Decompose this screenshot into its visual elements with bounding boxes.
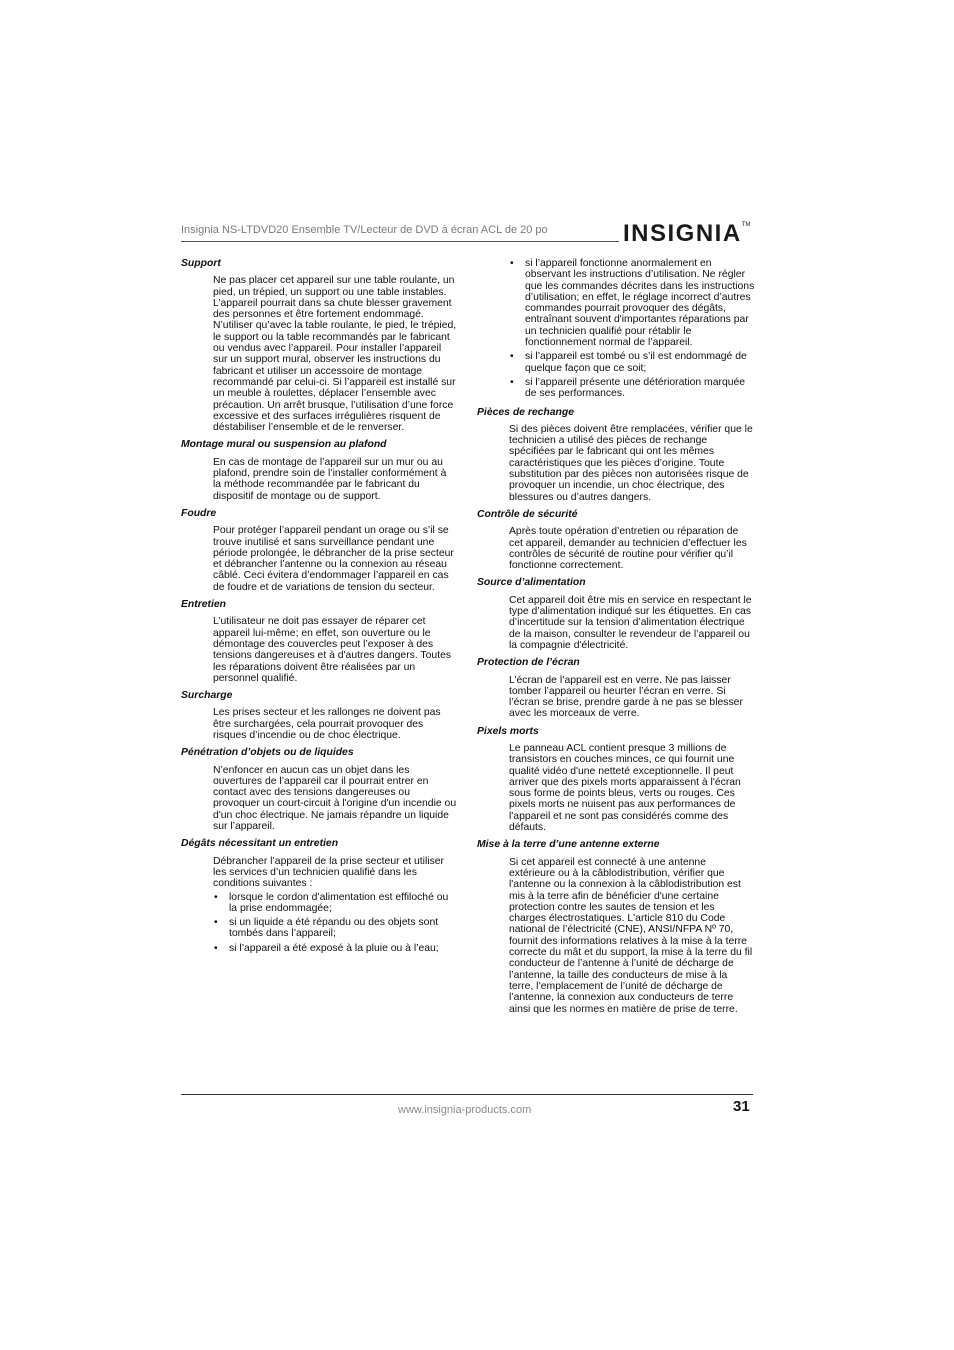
left-column	[181, 258, 461, 960]
section-heading-antenna-grounding: Mise à la terre d’une antenne externe	[477, 839, 660, 851]
header-divider	[181, 241, 619, 242]
list-item: • si l’appareil a été exposé à la pluie ou à l’eau;	[213, 943, 459, 954]
section-heading-wall-mount: Montage mural ou suspension au plafond	[181, 439, 387, 451]
page-number: 31	[733, 1098, 750, 1115]
section-heading-object-entry: Pénétration d’objets ou de liquides	[181, 747, 354, 759]
section-heading-support: Support	[181, 258, 221, 269]
logo-trademark: TM	[741, 222, 751, 228]
list-item: • si un liquide a été répandu ou des objets sont tombés dans l’appareil;	[213, 917, 459, 940]
footer-divider	[181, 1094, 753, 1095]
section-heading-overload: Surcharge	[181, 690, 233, 702]
insignia-logo	[623, 220, 750, 248]
damage-conditions-list	[213, 892, 459, 954]
section-text-power-source: Cet appareil doit être mis en service en respectant le type d’alimentation indiqué sur les étiquettes. En cas d’incertitude sur la tension d’alimentation électrique de la maison, consulter le revendeur de l’appareil ou la compagnie d'électricité.	[509, 594, 752, 651]
section-heading-screen-protection: Protection de l’écran	[477, 657, 580, 669]
section-text-safety-check: Après toute opération d’entretien ou réparation de cet appareil, demander au technicien d’effectuer les contrôles de sécurité de routine pour vérifier qu’il fonctionne correctement.	[509, 526, 747, 572]
logo-text: INSIGNIA	[623, 220, 742, 247]
list-item: • lorsque le cordon d’alimentation est effiloché ou la prise endommagée;	[213, 892, 459, 915]
section-text-damage: Débrancher l’appareil de la prise secteur et utiliser les services d’un technicien qualifié dans les conditions suivantes :	[213, 855, 445, 890]
right-column	[477, 258, 757, 1021]
document-title: Insignia NS-LTDVD20 Ensemble TV/Lecteur de DVD à écran ACL de 20 po	[181, 224, 548, 236]
section-heading-replacement-parts: Pièces de rechange	[477, 406, 575, 418]
list-item: • si l’appareil présente une détérioration marquée de ses performances.	[509, 377, 755, 400]
damage-conditions-list-continued	[509, 258, 755, 400]
section-text-support: Ne pas placer cet appareil sur une table roulante, un pied, un trépied, un support ou une table instables. L’appareil pourrait dans sa chute blesser gravement des personnes et être fortement endommagé. N’utiliser qu’avec la table roulante, le pied, le trépied, le support ou la table recommandés par le fabricant ou vendus avec l’appareil. Pour installer l’appareil sur un support mural, observer les instructions du fabricant et utiliser un accessoire de montage recommandé par celui-ci. Si l’appareil est installé sur un meuble à roulettes, déplacer l’ensemble avec précaution. Un arrêt brusque, l’utilisation d’une force excessive et des surfaces irrégulières risquent de déstabiliser l’ensemble et de le renverser.	[213, 275, 457, 434]
section-text-lightning: Pour protéger l’appareil pendant un orage ou s’il se trouve inutilisé et sans surveillance pendant une période prolongée, le débrancher de la prise secteur et débrancher l’antenne ou la connexion au réseau câblé. Ceci évitera d’endommager l’appareil en cas de foudre et de variations de tension du secteur.	[213, 525, 454, 593]
section-heading-dead-pixels: Pixels morts	[477, 725, 539, 737]
section-heading-servicing: Entretien	[181, 599, 227, 611]
section-heading-safety-check: Contrôle de sécurité	[477, 508, 578, 520]
list-item: • si l’appareil fonctionne anormalement en observant les instructions d’utilisation. Ne régler que les commandes décrites dans les instructions d’utilisation; en effet, le réglage incorrect d’autres commandes pourrait provoquer des dégâts, entraînant souvent d'importantes réparations par un technicien qualifié pour rétablir le fonctionnement normal de l’appareil.	[509, 258, 755, 348]
section-text-antenna-grounding: Si cet appareil est connecté à une antenne extérieure ou à la câblodistribution, vérifier que l'antenne ou la connexion à la câblodistribution est mis à la terre afin de bénéficier d'une certaine protection contre les sautes de tension et les charges électrostatiques. L'article 810 du Code national de l’électricité (CNE), ANSI/NFPA Nº 70, fournit des informations relatives à la mise à la terre correcte du mât et du support, la mise à la terre du fil conducteur de l’antenne à l’unité de décharge de l’antenne, la taille des conducteurs de mise à la terre, l’emplacement de l’unité de décharge de l’antenne, la connexion aux conducteurs de terre ainsi que les normes en matière de prise de terre.	[509, 856, 753, 1015]
list-item: • si l’appareil est tombé ou s’il est endommagé de quelque façon que ce soit;	[509, 351, 755, 374]
section-text-replacement-parts: Si des pièces doivent être remplacées, vérifier que le technicien a utilisé des pièces de rechange spécifiées par le fabricant qui ont les mêmes caractéristiques que les pièces d’origine. Toute substitution par des pièces non autorisées risque de provoquer un incendie, un choc électrique, des blessures ou d’autres dangers.	[509, 423, 753, 503]
section-text-screen-protection: L’écran de l’appareil est en verre. Ne pas laisser tomber l’appareil ou heurter l’écran en verre. Si l’écran se brise, prendre garde à ne pas se blesser avec les morceaux de verre.	[509, 674, 743, 720]
website-url: www.insignia-products.com	[398, 1104, 532, 1116]
section-heading-lightning: Foudre	[181, 507, 217, 519]
section-text-overload: Les prises secteur et les rallonges ne doivent pas être surchargées, cela pourrait provoquer des risques d’incendie ou de choc électrique.	[213, 707, 441, 741]
section-text-object-entry: N’enfoncer en aucun cas un objet dans les ouvertures de l’appareil car il pourrait entrer en contact avec des tensions dangereuses ou provoquer un court-circuit à l'origine d'un incendie ou d'un choc électrique. Ne jamais répandre un liquide sur l’appareil.	[213, 764, 457, 833]
section-text-servicing: L’utilisateur ne doit pas essayer de réparer cet appareil lui-même; en effet, son ouverture ou le démontage des couvercles peut l’exposer à des tensions dangereuses et à d'autres dangers. Toutes les réparations doivent être réalisées par un personnel qualifié.	[213, 616, 452, 684]
section-text-dead-pixels: Le panneau ACL contient presque 3 millions de transistors en couches minces, ce qui fournit une qualité vidéo d'une netteté exceptionnelle. Il peut arriver que des pixels morts apparaissent à l'écran sous forme de points bleus, verts ou rouges. Ces pixels morts ne nuisent pas aux performances de l'appareil et ne sont pas considérés comme des défauts.	[509, 742, 741, 834]
section-heading-damage: Dégâts nécessitant un entretien	[181, 838, 339, 850]
section-text-wall-mount: En cas de montage de l’appareil sur un mur ou au plafond, prendre soin de l’installer conformément à la méthode recommandée par le fabricant du dispositif de montage ou de support.	[213, 456, 447, 502]
section-heading-power-source: Source d’alimentation	[477, 577, 586, 589]
